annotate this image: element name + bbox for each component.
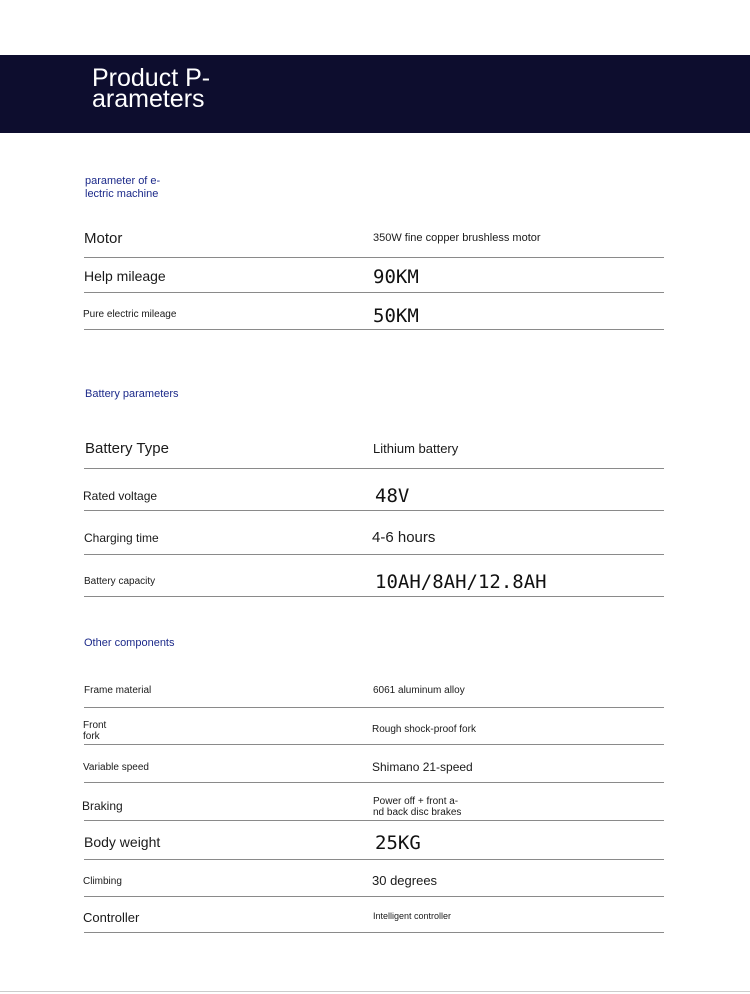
row-label-battery-capacity: Battery capacity [84, 576, 156, 587]
section-label-battery: Battery parameters [85, 388, 179, 400]
row-value-frame-material: 6061 aluminum alloy [373, 685, 465, 696]
row-value-motor: 350W fine copper brushless motor [373, 232, 541, 244]
row-label-motor: Motor [84, 230, 123, 247]
row-divider [84, 468, 664, 469]
row-divider [84, 820, 664, 821]
row-label-front-fork: Front fork [83, 720, 107, 742]
row-divider [84, 510, 664, 511]
row-label-pure-electric-mileage: Pure electric mileage [83, 309, 177, 320]
row-value-battery-capacity: 10AH/8AH/12.8AH [375, 571, 547, 593]
row-divider [84, 292, 664, 293]
row-label-braking: Braking [82, 799, 123, 813]
row-label-climbing: Climbing [83, 876, 122, 887]
row-label-variable-speed: Variable speed [83, 762, 149, 773]
row-label-body-weight: Body weight [84, 834, 161, 850]
row-divider [84, 257, 664, 258]
row-label-battery-type: Battery Type [85, 440, 169, 457]
row-divider [84, 859, 664, 860]
row-value-battery-type: Lithium battery [373, 441, 459, 456]
row-value-charging-time: 4-6 hours [372, 529, 436, 546]
row-value-front-fork: Rough shock-proof fork [372, 724, 476, 735]
row-label-rated-voltage: Rated voltage [83, 489, 158, 503]
page-title: Product P- arameters [92, 64, 211, 113]
row-divider [84, 596, 664, 597]
header-banner [0, 55, 750, 133]
row-value-help-mileage: 90KM [373, 266, 419, 288]
row-value-braking: Power off + front a- nd back disc brakes [373, 796, 462, 818]
row-value-rated-voltage: 48V [375, 485, 410, 507]
row-divider [84, 782, 664, 783]
row-value-body-weight: 25KG [375, 832, 421, 854]
row-label-help-mileage: Help mileage [84, 268, 166, 284]
section-label-other-components: Other components [84, 637, 175, 649]
section-label-electric-machine: parameter of e- lectric machine [85, 175, 161, 200]
row-divider [84, 932, 664, 933]
row-label-controller: Controller [83, 910, 140, 925]
row-divider [84, 329, 664, 330]
row-divider [84, 896, 664, 897]
footer-divider [0, 991, 750, 992]
row-divider [84, 744, 664, 745]
row-label-charging-time: Charging time [84, 531, 159, 545]
row-divider [84, 707, 664, 708]
row-value-variable-speed: Shimano 21-speed [372, 760, 473, 774]
row-value-controller: Intelligent controller [373, 911, 452, 921]
row-value-climbing: 30 degrees [372, 873, 438, 888]
row-divider [84, 554, 664, 555]
row-value-pure-electric-mileage: 50KM [373, 305, 419, 327]
row-label-frame-material: Frame material [84, 685, 152, 696]
